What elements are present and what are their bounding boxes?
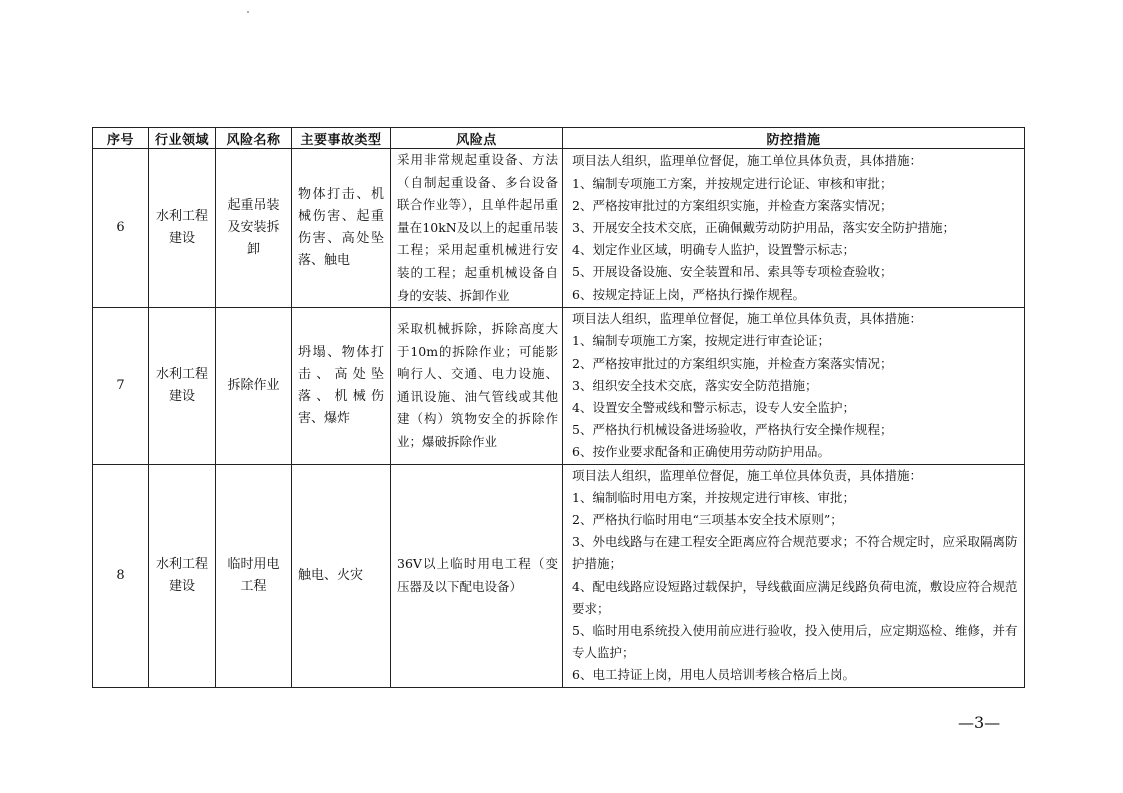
measure-line: 4、设置安全警戒线和警示标志，设专人安全监护； [572,399,855,415]
row-industry: 水利工程建设 [149,464,216,687]
measure-line: 5、严格执行机械设备进场验收，严格执行安全操作规程； [572,422,893,438]
table-row [93,464,1025,687]
header-industry: 行业领域 [149,128,216,149]
header-risk-name: 风险名称 [216,128,292,149]
measure-line: 5、开展设备设施、安全装置和吊、索具等专项检查验收； [572,264,893,280]
measure-line: 3、开展安全技术交底，正确佩戴劳动防护用品，落实安全防护措施； [572,219,955,235]
measure-line: 项目法人组织，监理单位督促，施工单位具体负责，具体措施： [572,153,923,169]
measure-line: 6、按规定持证上岗，严格执行操作规程。 [572,286,805,302]
row-risk-point: 36V以上临时用电工程（变压器及以下配电设备） [391,464,563,687]
measure-line: 1、编制专项施工方案，并按规定进行论证、审核和审批； [572,175,893,191]
measure-line: 1、编制临时用电方案，并按规定进行审核、审批； [572,489,855,505]
measure-line: 1、编制专项施工方案，按规定进行审查论证； [572,333,830,349]
header-serial-number: 序号 [93,128,149,149]
row-accident-types: 坍塌、物体打击、高处坠落、机械伤害、爆炸 [292,308,391,464]
header-accident-types: 主要事故类型 [292,128,391,149]
row-risk-name: 起重吊装及安装拆卸 [216,149,292,308]
measure-line: 6、电工持证上岗，用电人员培训考核合格后上岗。 [572,667,855,683]
measure-line: 3、外电线路与在建工程安全距离应符合规范要求；不符合规定时，应采取隔离防护措施； [572,534,1018,572]
page-number: —3— [958,713,1001,732]
measure-line: 2、严格按审批过的方案组织实施，并检查方案落实情况； [572,355,893,371]
measure-line: 2、严格执行临时用电“三项基本安全技术原则”； [572,511,843,527]
row-risk-point: 采用非常规起重设备、方法（自制起重设备、多台设备联合作业等），且单件起吊重量在10kN及以上的起重吊装工程；采用起重机械进行安装的工程；起重机械设备自身的安装、拆卸作业 [391,149,563,308]
row-risk-point: 采取机械拆除，拆除高度大于10m的拆除作业；可能影响行人、交通、电力设施、通讯设施、油气管线或其他建（构）筑物安全的拆除作业；爆破拆除作业 [391,308,563,464]
row-control-measures [563,149,1025,308]
row-control-measures [563,308,1025,464]
row-industry: 水利工程建设 [149,149,216,308]
measure-line: 3、组织安全技术交底，落实安全防范措施； [572,377,818,393]
measure-line: 5、临时用电系统投入使用前应进行验收，投入使用后，应定期巡检、维修，并有专人监护； [572,623,1018,661]
measure-line: 项目法人组织，监理单位督促，施工单位具体负责，具体措施： [572,311,923,327]
measure-line: 6、按作业要求配备和正确使用劳动防护用品。 [572,444,830,460]
row-industry: 水利工程建设 [149,308,216,464]
table-row [93,308,1025,464]
table-row [93,149,1025,308]
table-header-row [93,128,1025,149]
header-control-measures: 防控措施 [563,128,1025,149]
row-serial-number: 8 [93,464,149,687]
row-serial-number: 6 [93,149,149,308]
measure-line: 2、严格按审批过的方案组织实施，并检查方案落实情况； [572,197,893,213]
scan-speck [247,11,249,13]
row-control-measures [563,464,1025,687]
measure-line: 4、配电线路应设短路过载保护，导线截面应满足线路负荷电流，敷设应符合规范要求； [572,578,1018,616]
header-risk-point: 风险点 [391,128,563,149]
measure-line: 项目法人组织，监理单位督促，施工单位具体负责，具体措施： [572,467,923,483]
row-risk-name: 临时用电工程 [216,464,292,687]
risk-control-table [92,127,1025,688]
measure-line: 4、划定作业区域，明确专人监护，设置警示标志； [572,242,855,258]
row-risk-name: 拆除作业 [216,308,292,464]
row-accident-types: 触电、火灾 [292,464,391,687]
row-accident-types: 物体打击、机械伤害、起重伤害、高处坠落、触电 [292,149,391,308]
row-serial-number: 7 [93,308,149,464]
